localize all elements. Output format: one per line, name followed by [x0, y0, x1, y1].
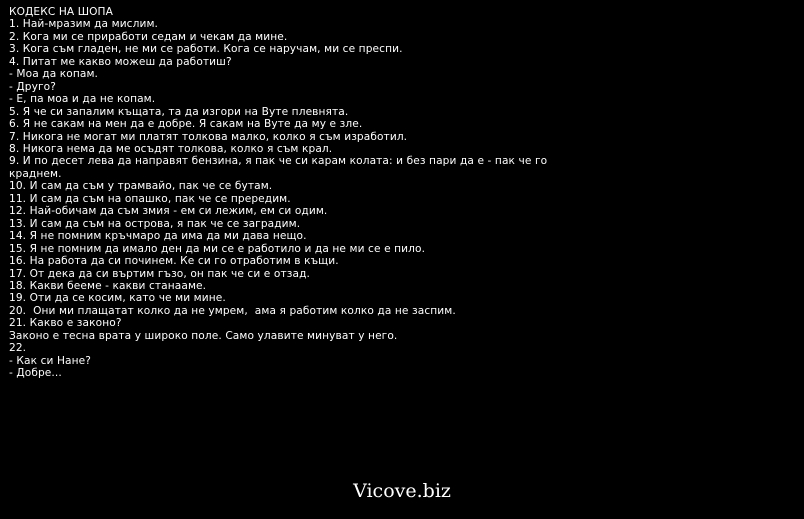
text-line: 7. Никога не могат ми платят толкова малко, колко я съм изработил.: [9, 130, 408, 143]
text-line: 19. Оти да се косим, като че ми мине.: [9, 292, 226, 305]
text-line: 20. Они ми плащатат колко да не умрем, ама я работим колко да не заспим.: [9, 304, 456, 317]
text-line: 3. Кога съм гладен, не ми се работи. Кога се наручам, ми се преспи.: [9, 43, 403, 56]
text-line: - Друго?: [9, 80, 56, 93]
text-line: 22.: [9, 342, 27, 355]
text-line: - Добре...: [9, 367, 62, 380]
text-line: - Е, па моа и да не копам.: [9, 93, 156, 106]
text-line: Законо е тесна врата у широко поле. Само улавите минуват у него.: [9, 329, 398, 342]
text-line: 1. Най-мразим да мислим.: [9, 18, 159, 31]
text-line: 9. И по десет лева да направят бензина, я пак че си карам колата: и без пари да е - пак че го: [9, 155, 548, 168]
text-line: 17. От дека да си въртим гъзо, он пак че си е отзад.: [9, 267, 310, 280]
text-line: 6. Я не сакам на мен да е добре. Я сакам на Вуте да му е зле.: [9, 118, 363, 131]
text-line: 14. Я не помним кръчмаро да има да ми дава нещо.: [9, 230, 307, 243]
text-line: - Как си Нане?: [9, 354, 91, 367]
text-line: 10. И сам да съм у трамвайо, пак че се бутам.: [9, 180, 273, 193]
text-line: краднем.: [9, 167, 62, 180]
text-line: 5. Я че си запалим къщата, та да изгори на Вуте плевнята.: [9, 105, 349, 118]
text-line: 4. Питат ме какво можеш да работиш?: [9, 55, 232, 68]
text-line: 21. Какво е законо?: [9, 317, 122, 330]
joke-text-block: [9, 6, 799, 380]
text-line: 16. На работа да си починем. Ке си го отработим в къщи.: [9, 255, 339, 268]
text-line: 18. Какви бееме - какви станааме.: [9, 279, 207, 292]
text-line: 8. Никога нема да ме осъдят толкова, колко я съм крал.: [9, 142, 333, 155]
site-watermark: Vicove.biz: [353, 480, 451, 502]
text-line: - Моа да копам.: [9, 68, 99, 81]
text-line: 11. И сам да съм на опашко, пак че се прередим.: [9, 192, 291, 205]
text-line: 15. Я не помним да имало ден да ми се е работило и да не ми се е пило.: [9, 242, 426, 255]
page-title: КОДЕКС НА ШОПА: [9, 6, 113, 18]
text-line: 2. Кога ми се приработи седам и чекам да мине.: [9, 30, 288, 43]
text-line: 12. Най-обичам да съм змия - ем си лежим, ем си одим.: [9, 205, 328, 218]
text-line: 13. И сам да съм на острова, я пак че се заградим.: [9, 217, 301, 230]
